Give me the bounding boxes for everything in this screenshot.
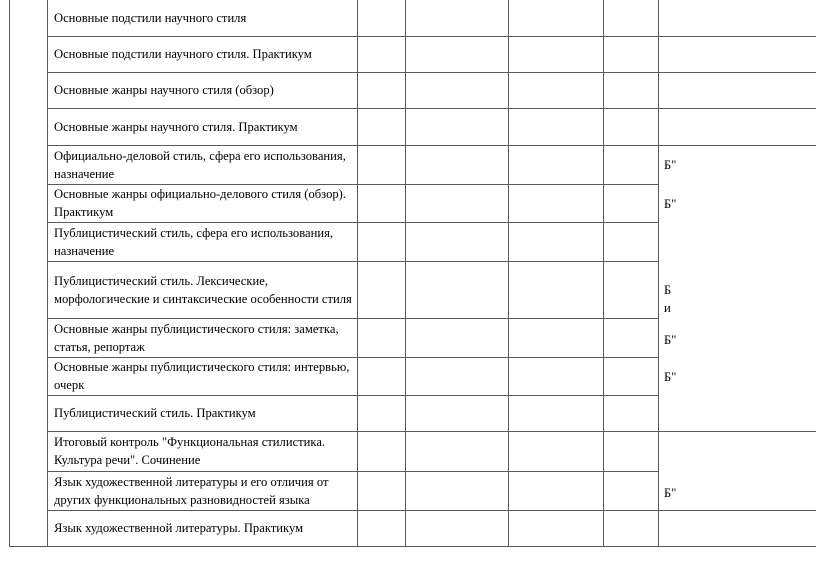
column-divider (405, 0, 406, 547)
topic-text: Основные подстили научного стиля. Практикум (54, 47, 312, 61)
table-row (54, 318, 354, 357)
table-row (54, 395, 354, 431)
table-row (54, 357, 354, 395)
topic-text: Официально-деловой стиль, сфера его использования, назначение (54, 148, 346, 181)
row-mark: Б" (664, 333, 677, 345)
topic-text: Основные жанры официально-делового стиля (обзор). Практикум (54, 187, 347, 219)
topic-text: Основные жанры публицистического стиля: заметка, статья, репортаж (54, 321, 339, 354)
topic-text: Язык художественной литературы и его отличия от других функциональных разновидностей языка (54, 474, 329, 507)
topic-text: Основные жанры публицистического стиля: интервью, очерк (54, 360, 350, 392)
topic-text: Итоговый контроль "Функциональная стилистика. Культура речи". Сочинение (54, 435, 326, 467)
column-divider (47, 0, 48, 547)
table-row (54, 72, 354, 108)
row-mark: Б" (664, 486, 677, 498)
topic-text: Публицистический стиль, сфера его использования, назначение (54, 225, 334, 258)
table-row (54, 510, 354, 546)
table-border-bottom (9, 546, 816, 547)
topic-text: Публицистический стиль. Практикум (54, 406, 256, 420)
topic-text: Основные подстили научного стиля (54, 11, 247, 25)
row-mark: Би (664, 283, 672, 315)
topic-text: Основные жанры научного стиля. Практикум (54, 119, 298, 134)
topic-text: Язык художественной литературы. Практикум (54, 521, 304, 535)
table-row (54, 184, 354, 222)
table-row (54, 222, 354, 261)
topic-text: Основные жанры научного стиля (обзор) (54, 83, 274, 97)
table-row (54, 0, 354, 36)
table-row (54, 145, 354, 184)
row-mark: Б" (664, 370, 677, 382)
table-row (54, 36, 354, 72)
row-mark: Б" (664, 158, 677, 170)
table-row (54, 108, 354, 145)
table-row (54, 471, 354, 510)
table-row (54, 261, 354, 318)
column-divider (508, 0, 509, 547)
topic-text: Публицистический стиль. Лексические, морфологические и синтаксические особенности стиля (54, 273, 352, 306)
table-row (54, 431, 354, 471)
column-divider (658, 0, 659, 547)
row-mark: Б" (664, 197, 677, 209)
table-border-left (9, 0, 10, 547)
column-divider (603, 0, 604, 547)
column-divider (357, 0, 358, 547)
